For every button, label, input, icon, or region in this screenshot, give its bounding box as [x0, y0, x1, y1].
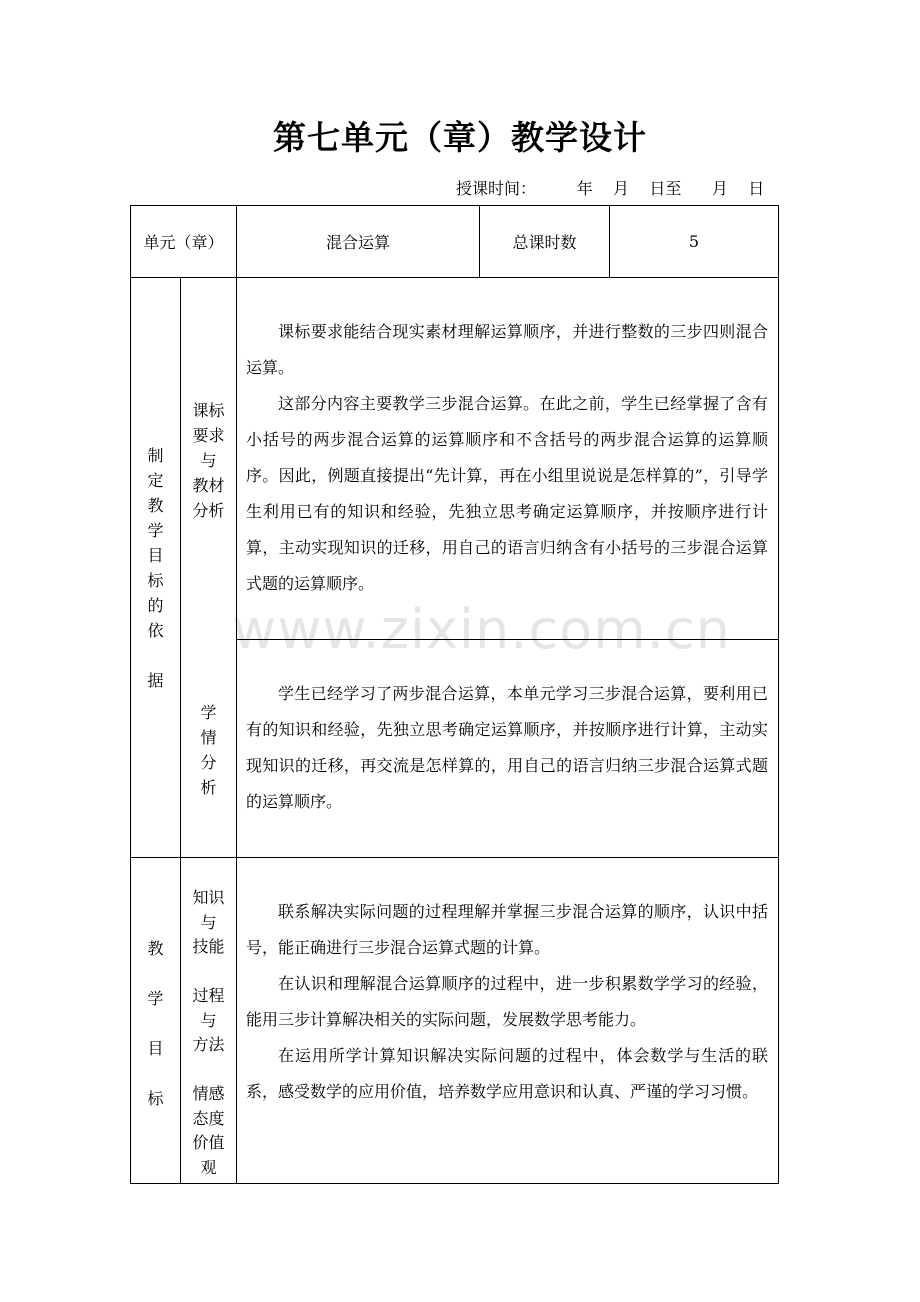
curriculum-paragraph: 这部分内容主要教学三步混合运算。在此之前，学生已经掌握了含有小括号的两步混合运算的运算顺序和不含括号的两步混合运算的运算顺序。因此，例题直接提出“先计算，再在小组里说说是怎样算的”，引导学生利用已有的知识和经验，先独立思考确定运算顺序，并按顺序进行计算，主动实现知识的迁移，用自己的语言归纳含有小括号的三步混合运算式题的运算顺序。 — [246, 394, 768, 593]
unit-label: 单元（章） — [143, 233, 224, 252]
goal-paragraph: 在运用所学计算知识解决实际问题的过程中，体会数学与生活的联系，感受数学的应用价值，培养数学应用意识和认真、严谨的学习习惯。 — [246, 1046, 768, 1101]
curriculum-paragraph: 课标要求能结合现实素材理解运算顺序，并进行整数的三步四则混合运算。 — [246, 322, 768, 377]
student-analysis-text — [246, 676, 768, 820]
goal-paragraph: 联系解决实际问题的过程理解并掌握三步混合运算的顺序，认识中括号，能正确进行三步混合运算式题的计算。 — [246, 902, 768, 957]
teaching-goals-text — [246, 894, 768, 1110]
page-title: 第七单元（章）教学设计 — [273, 118, 647, 157]
student-paragraph: 学生已经学习了两步混合运算，本单元学习三步混合运算，要利用已有的知识和经验，先独立思考确定运算顺序，并按顺序进行计算，主动实现知识的迁移，再交流是怎样算的，用自己的语言归纳三步混合运算式题的运算顺序。 — [246, 684, 768, 811]
hours-label: 总课时数 — [512, 233, 577, 252]
teaching-goals-label: 教 学 目 标 — [147, 939, 164, 1108]
goal-paragraph: 在认识和理解混合运算顺序的过程中，进一步积累数学学习的经验，能用三步计算解决相关的实际问题，发展数学思考能力。 — [246, 974, 768, 1029]
table-border-right — [778, 205, 779, 1184]
watermark-text: www.zixin.com.cn — [232, 598, 731, 661]
lesson-date-line: 授课时间： 年 月 日至 月 日 — [456, 179, 765, 198]
header-row-divider — [130, 277, 779, 278]
goal-dimensions-label: 知识 与 技能 过程 与 方法 情感 态度 价值 观 — [192, 888, 225, 1177]
hours-value: 5 — [688, 232, 700, 251]
unit-value: 混合运算 — [325, 233, 390, 252]
curriculum-analysis-label: 课标 要求 与 教材 分析 — [192, 401, 225, 520]
basis-section-label: 制 定 教 学 目 标 的 依 据 — [147, 446, 164, 690]
curriculum-analysis-text — [246, 314, 768, 602]
section-divider — [130, 857, 779, 858]
table-border-bottom — [130, 1183, 779, 1184]
student-analysis-label: 学 情 分 析 — [200, 703, 217, 797]
column-divider-main — [236, 205, 237, 1184]
